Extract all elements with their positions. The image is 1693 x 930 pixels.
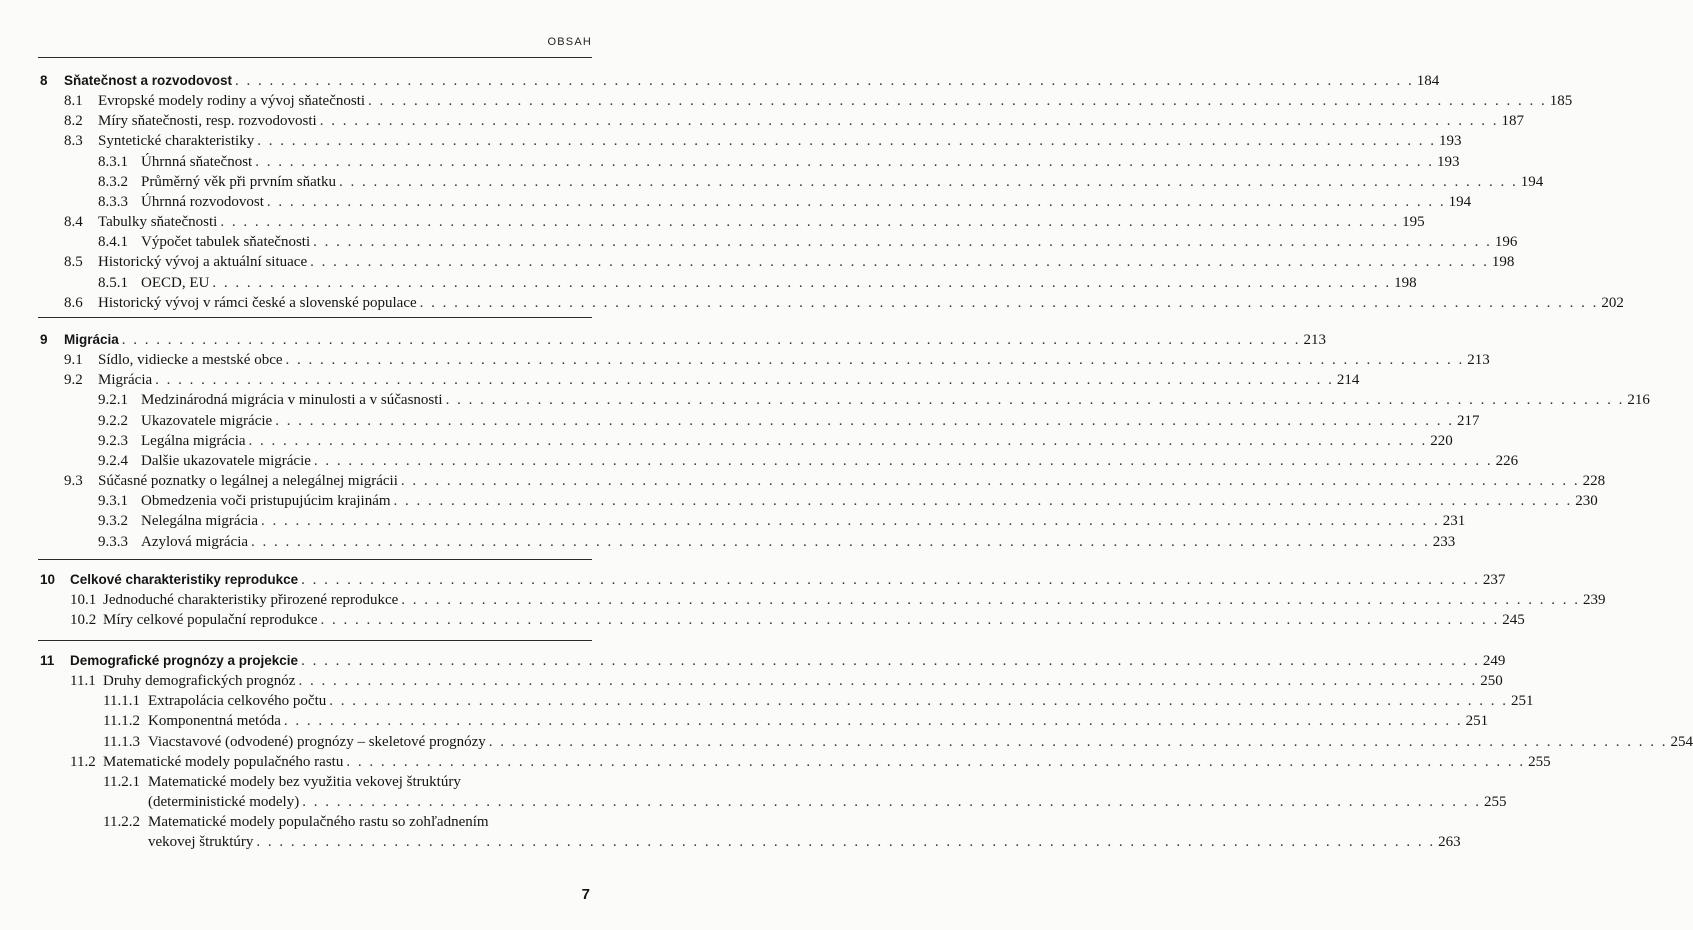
dot-leader: . . . . . . . . . . . . . . . . . . . . . . . . . . . . . . . . . . . . . . . . . . . . . . . . . . . . . . . . . . . . . . . . . . . . . . . . . . . . . . . . . . . . . . . . . . . . . . . . . . . . . . . (283, 713, 1463, 730)
toc-entry (0, 273, 1417, 293)
entry-page: 196 (1494, 234, 1518, 251)
entry-number: 9.3.2 (98, 513, 128, 530)
entry-title: Komponentná metóda (148, 713, 281, 730)
entry-number: 9.3.1 (98, 493, 128, 510)
entry-page: 249 (1482, 653, 1506, 669)
entry-number: 9.2.2 (98, 412, 128, 429)
entry-page: 187 (1501, 113, 1524, 130)
entry-title: Súčasné poznatky o legálnej a nelegálnej migrácii (98, 473, 398, 490)
toc-entry (0, 471, 1606, 491)
chapter-heading (0, 570, 1506, 590)
toc-entry (0, 390, 1650, 410)
entry-title: Matematické modely bez využitia vekovej štruktúry (148, 773, 461, 790)
entry-page: 254 (1670, 733, 1693, 750)
toc-entry (0, 732, 1693, 752)
entry-page: 216 (1627, 392, 1650, 409)
entry-title: Migrácia (64, 332, 119, 347)
entry-page: 237 (1482, 572, 1506, 588)
entry-number: 10.2 (70, 612, 97, 629)
dot-leader: . . . . . . . . . . . . . . . . . . . . . . . . . . . . . . . . . . . . . . . . . . . . . . . . . . . . . . . . . . . . . . . . . . . . . . . . . . . . . . . . . . . . . . . . . . . . . . . . . . . . . . . (275, 412, 1454, 429)
entry-title: Extrapolácia celkového počtu (148, 693, 327, 710)
entry-page: 193 (1438, 133, 1462, 150)
entry-number: 11.2 (70, 753, 96, 770)
toc-entry (0, 111, 1524, 131)
entry-title: Sídlo, vidiecke a mestské obce (98, 352, 283, 369)
entry-number: 10 (40, 572, 56, 587)
entry-title: Ukazovatele migrácie (141, 412, 273, 429)
entry-page: 195 (1402, 214, 1425, 231)
toc-entry (0, 350, 1490, 370)
entry-number: 11.2.1 (103, 773, 140, 790)
toc-entry (0, 691, 1534, 711)
entry-number: 9.2.4 (98, 452, 128, 469)
entry-number: 8 (40, 73, 48, 88)
entry-number: 11.1.3 (103, 733, 140, 750)
toc-entry (0, 711, 1489, 731)
entry-number: 8.4 (64, 214, 83, 231)
toc-entry (0, 511, 1466, 531)
toc-entry (0, 431, 1453, 451)
entry-title: Míry celkové populační reprodukce (103, 612, 318, 629)
toc-entry (0, 532, 1456, 552)
entry-number: 9 (40, 332, 48, 347)
running-title: OBSAH (547, 36, 592, 48)
dot-leader: . . . . . . . . . . . . . . . . . . . . . . . . . . . . . . . . . . . . . . . . . . . . . . . . . . . . . . . . . . . . . . . . . . . . . . . . . . . . . . . . . . . . . . . . . . . . . . . . . . . . . . . (320, 612, 1500, 629)
entry-number: 8.2 (64, 113, 83, 130)
entry-page: 263 (1438, 834, 1461, 851)
entry-page: 220 (1430, 432, 1453, 449)
dot-leader: . . . . . . . . . . . . . . . . . . . . . . . . . . . . . . . . . . . . . . . . . . . . . . . . . . . . . . . . . . . . . . . . . . . . . . . . . . . . . . . . . . . . . . . . . . . . . . . . . . . . . . . (313, 452, 1493, 469)
toc-entry-continuation (0, 792, 1507, 812)
entry-title: Historický vývoj a aktuální situace (98, 254, 308, 271)
dot-leader: . . . . . . . . . . . . . . . . . . . . . . . . . . . . . . . . . . . . . . . . . . . . . . . . . . . . . . . . . . . . . . . . . . . . . . . . . . . . . . . . . . . . . . . . . . . . . . . . . . . . . . . (261, 513, 1440, 530)
entry-number: 8.6 (64, 294, 83, 311)
dot-leader: . . . . . . . . . . . . . . . . . . . . . . . . . . . . . . . . . . . . . . . . . . . . . . . . . . . . . . . . . . . . . . . . . . . . . . . . . . . . . . . . . . . . . . . . . . . . . . . . . . . . . . . (310, 254, 1489, 271)
entry-number: 8.3.2 (98, 173, 128, 190)
entry-page: 228 (1582, 473, 1606, 490)
toc-entry (0, 252, 1515, 272)
toc-entry (0, 411, 1480, 431)
toc-entry (0, 752, 1551, 772)
chapter-heading (0, 651, 1506, 671)
chapter-heading (0, 71, 1440, 91)
entry-page: 193 (1436, 153, 1460, 170)
entry-page: 198 (1491, 254, 1515, 271)
entry-number: 8.5 (64, 254, 83, 271)
entry-page: 233 (1432, 533, 1456, 550)
toc-entry (0, 772, 600, 792)
entry-title: Syntetické charakteristiky (98, 133, 255, 150)
dot-leader: . . . . . . . . . . . . . . . . . . . . . . . . . . . . . . . . . . . . . . . . . . . . . . . . . . . . . . . . . . . . . . . . . . . . . . . . . . . . . . . . . . . . . . . . . . . . . . . . . . . . . . . (251, 533, 1430, 550)
entry-title: Matematické modely populačného rastu (103, 753, 344, 770)
toc-entry (0, 590, 1606, 610)
entry-page: 251 (1511, 693, 1534, 710)
toc-entry (0, 671, 1503, 691)
entry-page: 250 (1480, 673, 1503, 690)
toc-entry (0, 451, 1519, 471)
toc-entry (0, 172, 1544, 192)
entry-title: Nelegálna migrácia (141, 513, 259, 530)
entry-title: vekovej štruktúry (148, 834, 254, 851)
section-rule (38, 559, 592, 560)
toc-entry (0, 370, 1360, 390)
entry-number: 11.2.2 (103, 814, 140, 831)
dot-leader: . . . . . . . . . . . . . . . . . . . . . . . . . . . . . . . . . . . . . . . . . . . . . . . . . . . . . . . . . . . . . . . . . . . . . . . . . . . . . . . . . . . . . . . . . . . . . . . . . . . . . . . (302, 794, 1481, 811)
dot-leader: . . . . . . . . . . . . . . . . . . . . . . . . . . . . . . . . . . . . . . . . . . . . . . . . . . . . . . . . . . . . . . . . . . . . . . . . . . . . . . . . . . . . . . . . . . . . . . . . . . . . . . . (346, 753, 1526, 770)
toc-entry-continuation (0, 832, 1461, 852)
section-rule (38, 640, 592, 641)
dot-leader: . . . . . . . . . . . . . . . . . . . . . . . . . . . . . . . . . . . . . . . . . . . . . . . . . . . . . . . . . . . . . . . . . . . . . . . . . . . . . . . . . . . . . . . . . . . . . . . . . . . . . . . (338, 173, 1518, 190)
dot-leader: . . . . . . . . . . . . . . . . . . . . . . . . . . . . . . . . . . . . . . . . . . . . . . . . . . . . . . . . . . . . . . . . . . . . . . . . . . . . . . . . . . . . . . . . . . . . . . . . . . . . . . . (266, 193, 1446, 210)
header-rule (38, 57, 592, 58)
dot-leader: . . . . . . . . . . . . . . . . . . . . . . . . . . . . . . . . . . . . . . . . . . . . . . . . . . . . . . . . . . . . . . . . . . . . . . . . . . . . . . . . . . . . . . . . . . . . . . . . . . . . . . . (121, 332, 1301, 348)
entry-number: 8.5.1 (98, 274, 128, 291)
entry-title: Úhrnná rozvodovost (141, 193, 264, 210)
entry-page: 255 (1483, 794, 1507, 811)
dot-leader: . . . . . . . . . . . . . . . . . . . . . . . . . . . . . . . . . . . . . . . . . . . . . . . . . . . . . . . . . . . . . . . . . . . . . . . . . . . . . . . . . . . . . . . . . . . . . . . . . . . . . . . (255, 153, 1434, 170)
entry-number: 9.2.1 (98, 392, 128, 409)
entry-number: 11.1.2 (103, 713, 140, 730)
toc-entry (0, 152, 1460, 172)
entry-page: 185 (1549, 93, 1573, 110)
entry-page: 217 (1456, 412, 1480, 429)
entry-page: 251 (1465, 713, 1489, 730)
entry-title: Úhrnná sňatečnost (141, 153, 253, 170)
entry-page: 213 (1303, 332, 1327, 348)
entry-page: 202 (1601, 294, 1624, 311)
page-number: 7 (581, 886, 590, 903)
entry-page: 184 (1416, 73, 1440, 89)
entry-title: Historický vývoj v rámci české a slovenské populace (98, 294, 417, 311)
dot-leader: . . . . . . . . . . . . . . . . . . . . . . . . . . . . . . . . . . . . . . . . . . . . . . . . . . . . . . . . . . . . . . . . . . . . . . . . . . . . . . . . . . . . . . . . . . . . . . . . . . . . . . . (256, 834, 1436, 851)
toc-entry (0, 232, 1518, 252)
dot-leader: . . . . . . . . . . . . . . . . . . . . . . . . . . . . . . . . . . . . . . . . . . . . . . . . . . . . . . . . . . . . . . . . . . . . . . . . . . . . . . . . . . . . . . . . . . . . . . . . . . . . . . . (301, 653, 1480, 669)
entry-number: 8.4.1 (98, 234, 128, 251)
entry-page: 239 (1583, 592, 1606, 609)
entry-number: 9.2.3 (98, 432, 128, 449)
entry-title: Demografické prognózy a projekcie (70, 653, 299, 668)
entry-title: (deterministické modely) (148, 794, 300, 811)
entry-title: Matematické modely populačného rastu so zohľadnením (148, 814, 489, 831)
dot-leader: . . . . . . . . . . . . . . . . . . . . . . . . . . . . . . . . . . . . . . . . . . . . . . . . . . . . . . . . . . . . . . . . . . . . . . . . . . . . . . . . . . . . . . . . . . . . . . . . . . . . . . . (298, 673, 1478, 690)
entry-title: Legálna migrácia (141, 432, 246, 449)
dot-leader: . . . . . . . . . . . . . . . . . . . . . . . . . . . . . . . . . . . . . . . . . . . . . . . . . . . . . . . . . . . . . . . . . . . . . . . . . . . . . . . . . . . . . . . . . . . . . . . . . . . . . . . (212, 274, 1392, 291)
entry-title: Výpočet tabulek sňatečnosti (141, 234, 311, 251)
section-rule (38, 317, 592, 318)
dot-leader: . . . . . . . . . . . . . . . . . . . . . . . . . . . . . . . . . . . . . . . . . . . . . . . . . . . . . . . . . . . . . . . . . . . . . . . . . . . . . . . . . . . . . . . . . . . . . . . . . . . . . . . (445, 392, 1625, 409)
entry-title: OECD, EU (141, 274, 210, 291)
entry-page: 194 (1520, 173, 1544, 190)
entry-title: Azylová migrácia (141, 533, 249, 550)
entry-title: Obmedzenia voči pristupujúcim krajinám (141, 493, 391, 510)
entry-page: 194 (1448, 193, 1472, 210)
entry-number: 11.1.1 (103, 693, 140, 710)
dot-leader: . . . . . . . . . . . . . . . . . . . . . . . . . . . . . . . . . . . . . . . . . . . . . . . . . . . . . . . . . . . . . . . . . . . . . . . . . . . . . . . . . . . . . . . . . . . . . . . . . . . . . . . (488, 733, 1668, 750)
entry-number: 9.3 (64, 473, 83, 490)
dot-leader: . . . . . . . . . . . . . . . . . . . . . . . . . . . . . . . . . . . . . . . . . . . . . . . . . . . . . . . . . . . . . . . . . . . . . . . . . . . . . . . . . . . . . . . . . . . . . . . . . . . . . . . (235, 73, 1414, 89)
chapter-heading (0, 330, 1327, 350)
entry-page: 255 (1528, 753, 1551, 770)
dot-leader: . . . . . . . . . . . . . . . . . . . . . . . . . . . . . . . . . . . . . . . . . . . . . . . . . . . . . . . . . . . . . . . . . . . . . . . . . . . . . . . . . . . . . . . . . . . . . . . . . . . . . . . (248, 432, 1428, 449)
entry-page: 213 (1467, 352, 1490, 369)
dot-leader: . . . . . . . . . . . . . . . . . . . . . . . . . . . . . . . . . . . . . . . . . . . . . . . . . . . . . . . . . . . . . . . . . . . . . . . . . . . . . . . . . . . . . . . . . . . . . . . . . . . . . . . (400, 473, 1580, 490)
entry-number: 9.1 (64, 352, 83, 369)
entry-number: 9.3.3 (98, 533, 128, 550)
entry-page: 214 (1336, 372, 1360, 389)
toc-entry (0, 192, 1472, 212)
dot-leader: . . . . . . . . . . . . . . . . . . . . . . . . . . . . . . . . . . . . . . . . . . . . . . . . . . . . . . . . . . . . . . . . . . . . . . . . . . . . . . . . . . . . . . . . . . . . . . . . . . . . . . . (401, 592, 1581, 609)
entry-title: Průměrný věk při prvním sňatku (141, 173, 336, 190)
entry-number: 9.2 (64, 372, 83, 389)
entry-title: Míry sňatečnosti, resp. rozvodovosti (98, 113, 317, 130)
dot-leader: . . . . . . . . . . . . . . . . . . . . . . . . . . . . . . . . . . . . . . . . . . . . . . . . . . . . . . . . . . . . . . . . . . . . . . . . . . . . . . . . . . . . . . . . . . . . . . . . . . . . . . . (419, 294, 1599, 311)
entry-title: Evropské modely rodiny a vývoj sňatečnosti (98, 93, 366, 110)
entry-number: 8.1 (64, 93, 83, 110)
entry-title: Jednoduché charakteristiky přirozené reprodukce (103, 592, 399, 609)
toc-entry (0, 812, 600, 832)
dot-leader: . . . . . . . . . . . . . . . . . . . . . . . . . . . . . . . . . . . . . . . . . . . . . . . . . . . . . . . . . . . . . . . . . . . . . . . . . . . . . . . . . . . . . . . . . . . . . . . . . . . . . . . (220, 214, 1400, 231)
dot-leader: . . . . . . . . . . . . . . . . . . . . . . . . . . . . . . . . . . . . . . . . . . . . . . . . . . . . . . . . . . . . . . . . . . . . . . . . . . . . . . . . . . . . . . . . . . . . . . . . . . . . . . . (155, 372, 1334, 389)
dot-leader: . . . . . . . . . . . . . . . . . . . . . . . . . . . . . . . . . . . . . . . . . . . . . . . . . . . . . . . . . . . . . . . . . . . . . . . . . . . . . . . . . . . . . . . . . . . . . . . . . . . . . . . (285, 352, 1465, 369)
entry-page: 245 (1502, 612, 1525, 629)
entry-title: Dalšie ukazovatele migrácie (141, 452, 311, 469)
entry-title: Medzinárodná migrácia v minulosti a v súčasnosti (141, 392, 443, 409)
entry-page: 230 (1575, 493, 1598, 510)
toc-entry (0, 491, 1598, 511)
toc-entry (0, 91, 1573, 111)
dot-leader: . . . . . . . . . . . . . . . . . . . . . . . . . . . . . . . . . . . . . . . . . . . . . . . . . . . . . . . . . . . . . . . . . . . . . . . . . . . . . . . . . . . . . . . . . . . . . . . . . . . . . . . (368, 93, 1547, 110)
dot-leader: . . . . . . . . . . . . . . . . . . . . . . . . . . . . . . . . . . . . . . . . . . . . . . . . . . . . . . . . . . . . . . . . . . . . . . . . . . . . . . . . . . . . . . . . . . . . . . . . . . . . . . . (257, 133, 1436, 150)
toc-entry (0, 610, 1525, 630)
entry-number: 8.3.3 (98, 193, 128, 210)
entry-title: Viacstavové (odvodené) prognózy – skeletové prognózy (148, 733, 486, 750)
entry-title: Migrácia (98, 372, 153, 389)
dot-leader: . . . . . . . . . . . . . . . . . . . . . . . . . . . . . . . . . . . . . . . . . . . . . . . . . . . . . . . . . . . . . . . . . . . . . . . . . . . . . . . . . . . . . . . . . . . . . . . . . . . . . . . (329, 693, 1509, 710)
entry-page: 231 (1442, 513, 1466, 530)
entry-page: 226 (1495, 452, 1519, 469)
toc-entry (0, 293, 1624, 313)
toc-entry (0, 212, 1425, 232)
entry-number: 10.1 (70, 592, 97, 609)
dot-leader: . . . . . . . . . . . . . . . . . . . . . . . . . . . . . . . . . . . . . . . . . . . . . . . . . . . . . . . . . . . . . . . . . . . . . . . . . . . . . . . . . . . . . . . . . . . . . . . . . . . . . . . (301, 572, 1480, 588)
entry-title: Celkové charakteristiky reprodukce (70, 572, 299, 587)
entry-number: 11 (40, 653, 55, 668)
dot-leader: . . . . . . . . . . . . . . . . . . . . . . . . . . . . . . . . . . . . . . . . . . . . . . . . . . . . . . . . . . . . . . . . . . . . . . . . . . . . . . . . . . . . . . . . . . . . . . . . . . . . . . . (319, 113, 1499, 130)
entry-title: Sňatečnost a rozvodovost (64, 73, 233, 88)
entry-number: 11.1 (70, 673, 96, 690)
entry-page: 198 (1394, 274, 1417, 291)
entry-number: 8.3 (64, 133, 83, 150)
dot-leader: . . . . . . . . . . . . . . . . . . . . . . . . . . . . . . . . . . . . . . . . . . . . . . . . . . . . . . . . . . . . . . . . . . . . . . . . . . . . . . . . . . . . . . . . . . . . . . . . . . . . . . . (393, 493, 1573, 510)
entry-title: Druhy demografických prognóz (103, 673, 296, 690)
toc-entry (0, 131, 1462, 151)
entry-number: 8.3.1 (98, 153, 128, 170)
dot-leader: . . . . . . . . . . . . . . . . . . . . . . . . . . . . . . . . . . . . . . . . . . . . . . . . . . . . . . . . . . . . . . . . . . . . . . . . . . . . . . . . . . . . . . . . . . . . . . . . . . . . . . . (313, 234, 1492, 251)
entry-title: Tabulky sňatečnosti (98, 214, 218, 231)
